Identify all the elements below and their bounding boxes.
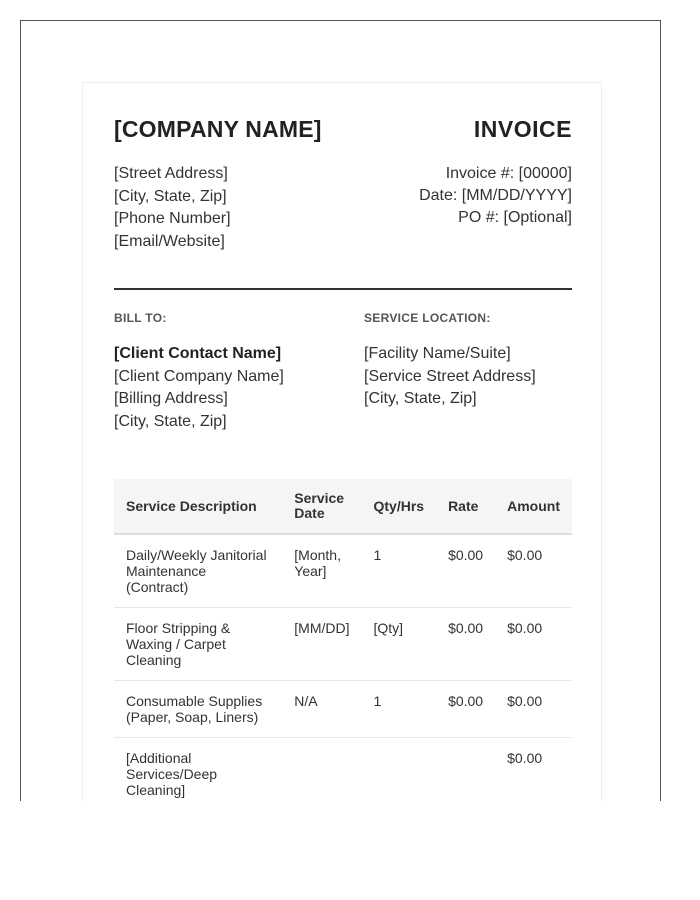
cell-description: Floor Stripping & Waxing / Carpet Cleaning xyxy=(114,608,282,681)
invoice-header xyxy=(114,116,572,143)
company-city: [City, State, Zip] xyxy=(114,187,227,205)
table-row xyxy=(114,534,572,608)
cell-description: [Additional Services/Deep Cleaning] xyxy=(114,738,282,802)
cell-rate: $0.00 xyxy=(436,534,495,608)
header-rate: Rate xyxy=(436,479,495,534)
service-location-label: SERVICE LOCATION: xyxy=(364,311,491,325)
bill-to-contact: [Client Contact Name] xyxy=(114,345,282,362)
company-name: [COMPANY NAME] xyxy=(114,116,322,142)
cell-rate: $0.00 xyxy=(436,681,495,738)
company-address xyxy=(114,163,231,253)
header-service-date: Service Date xyxy=(282,479,361,534)
cell-service-date: [Month, Year] xyxy=(282,534,361,608)
invoice-title: INVOICE xyxy=(473,116,572,142)
invoice-po: PO #: [Optional] xyxy=(458,209,572,226)
service-facility: [Facility Name/Suite] xyxy=(364,345,511,362)
cell-amount: $0.00 xyxy=(495,608,572,681)
cell-service-date: [MM/DD] xyxy=(282,608,361,681)
service-location-section xyxy=(364,311,584,411)
cell-qty: 1 xyxy=(361,681,436,738)
invoice-meta xyxy=(419,163,572,229)
table-row xyxy=(114,608,572,681)
cell-qty xyxy=(361,738,436,802)
line-items-table xyxy=(114,479,572,801)
document-frame xyxy=(20,20,661,801)
bill-to-company: [Client Company Name] xyxy=(114,367,284,385)
header-divider xyxy=(114,288,572,290)
table-row xyxy=(114,681,572,738)
invoice-date: Date: [MM/DD/YYYY] xyxy=(419,187,572,204)
cell-amount: $0.00 xyxy=(495,534,572,608)
service-city: [City, State, Zip] xyxy=(364,390,477,407)
cell-rate: $0.00 xyxy=(436,608,495,681)
service-street: [Service Street Address] xyxy=(364,367,536,385)
cell-amount: $0.00 xyxy=(495,738,572,802)
company-street: [Street Address] xyxy=(114,165,228,182)
bill-to-label: BILL TO: xyxy=(114,311,167,325)
cell-qty: [Qty] xyxy=(361,608,436,681)
cell-amount: $0.00 xyxy=(495,681,572,738)
cell-description: Daily/Weekly Janitorial Maintenance (Contract) xyxy=(114,534,282,608)
table-header-row xyxy=(114,479,572,534)
company-email: [Email/Website] xyxy=(114,232,225,250)
header-amount: Amount xyxy=(495,479,572,534)
cell-service-date xyxy=(282,738,361,802)
invoice-number: Invoice #: [00000] xyxy=(445,165,572,182)
cell-service-date: N/A xyxy=(282,681,361,738)
table-row xyxy=(114,738,572,802)
bill-to-section xyxy=(114,311,354,433)
cell-qty: 1 xyxy=(361,534,436,608)
cell-rate xyxy=(436,738,495,802)
company-phone: [Phone Number] xyxy=(114,210,231,227)
header-description: Service Description xyxy=(114,479,282,534)
cell-description: Consumable Supplies (Paper, Soap, Liners) xyxy=(114,681,282,738)
invoice-page xyxy=(82,82,602,801)
header-qty: Qty/Hrs xyxy=(361,479,436,534)
bill-to-city: [City, State, Zip] xyxy=(114,412,227,430)
bill-to-address: [Billing Address] xyxy=(114,390,228,407)
